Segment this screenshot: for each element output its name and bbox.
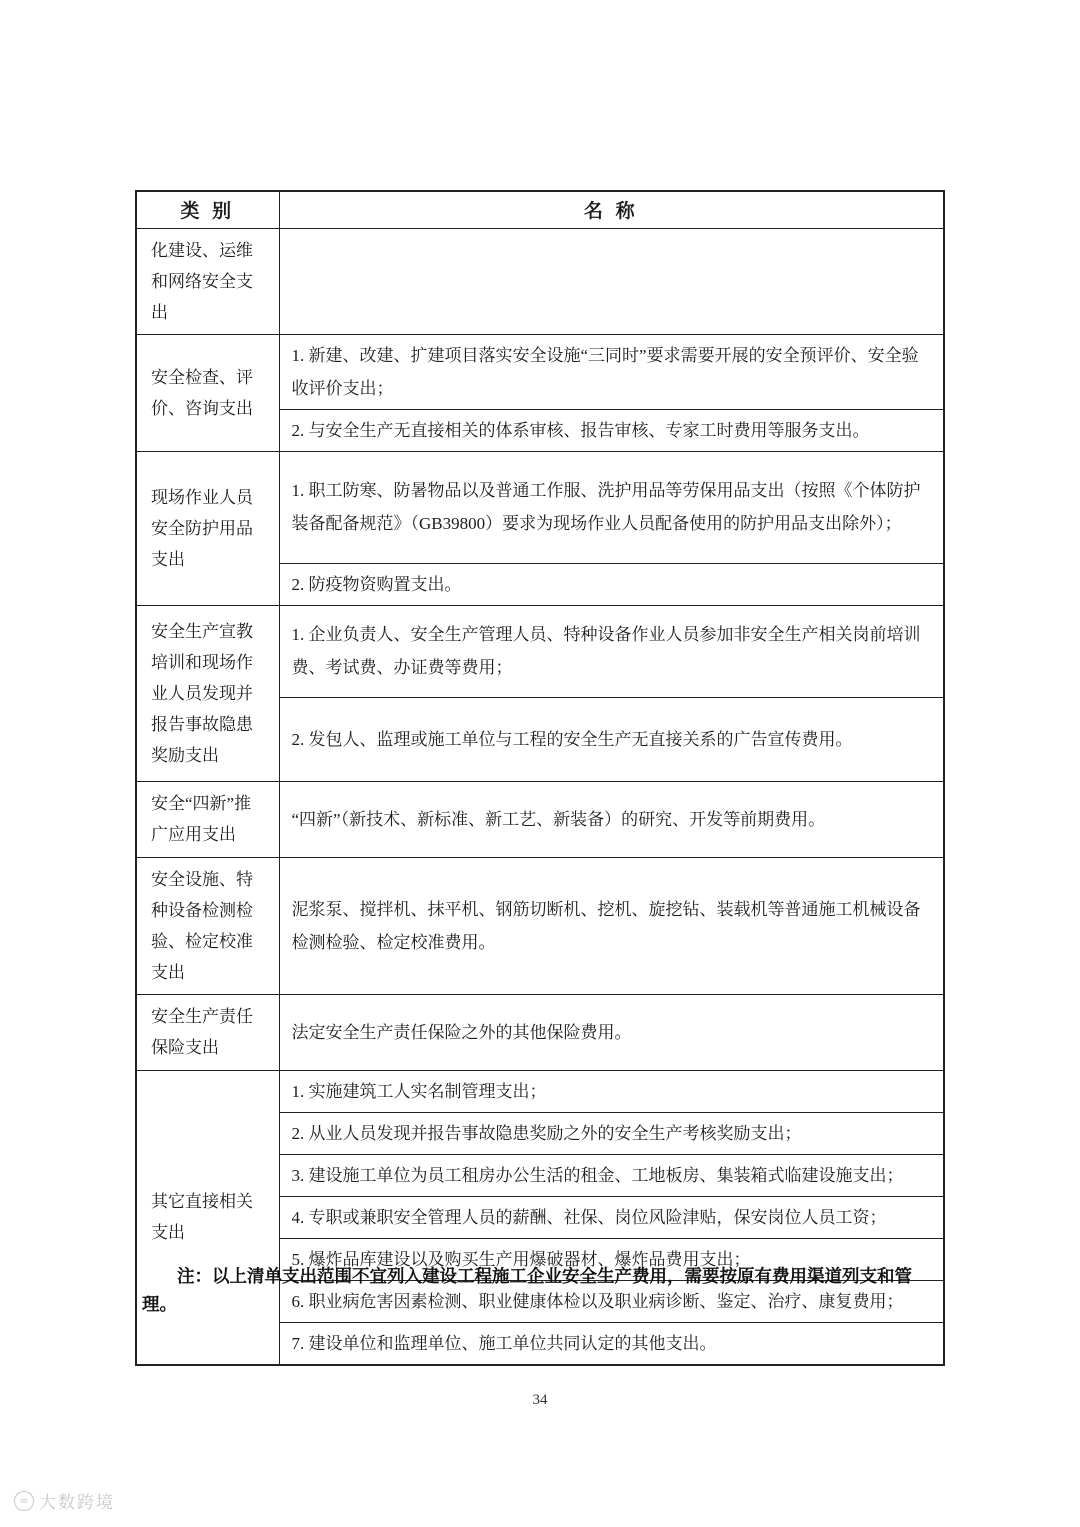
table-row	[136, 1070, 944, 1112]
table-row	[136, 605, 944, 697]
category-cell: 安全检查、评价、咨询支出	[136, 334, 279, 451]
table-row	[136, 781, 944, 857]
category-cell: 现场作业人员安全防护用品支出	[136, 451, 279, 605]
table-row	[136, 228, 944, 334]
category-column-header: 类 别	[136, 191, 279, 228]
item-cell: 2. 发包人、监理或施工单位与工程的安全生产无直接关系的广告宣传费用。	[279, 697, 944, 781]
name-column-header: 名 称	[279, 191, 944, 228]
item-cell: 2. 与安全生产无直接相关的体系审核、报告审核、专家工时费用等服务支出。	[279, 409, 944, 451]
category-cell: 安全生产责任保险支出	[136, 994, 279, 1070]
item-cell: 2. 防疫物资购置支出。	[279, 563, 944, 605]
watermark	[14, 1488, 115, 1513]
item-cell: 1. 企业负责人、安全生产管理人员、特种设备作业人员参加非安全生产相关岗前培训费、考试费、办证费等费用；	[279, 605, 944, 697]
category-cell: 安全“四新”推广应用支出	[136, 781, 279, 857]
item-cell: 1. 新建、改建、扩建项目落实安全设施“三同时”要求需要开展的安全预评价、安全验收评价支出；	[279, 334, 944, 409]
item-cell	[279, 228, 944, 334]
footnote: 注：以上清单支出范围不宜列入建设工程施工企业安全生产费用，需要按原有费用渠道列支和管理。	[142, 1266, 912, 1314]
item-cell: 7. 建设单位和监理单位、施工单位共同认定的其他支出。	[279, 1322, 944, 1365]
category-cell: 其它直接相关支出	[136, 1070, 279, 1365]
item-cell: 泥浆泵、搅拌机、抹平机、钢筋切断机、挖机、旋挖钻、装载机等普通施工机械设备检测检验、检定校准费用。	[279, 857, 944, 994]
item-cell: 法定安全生产责任保险之外的其他保险费用。	[279, 994, 944, 1070]
item-cell: 4. 专职或兼职安全管理人员的薪酬、社保、岗位风险津贴，保安岗位人员工资；	[279, 1196, 944, 1238]
item-cell: 6. 职业病危害因素检测、职业健康体检以及职业病诊断、鉴定、治疗、康复费用；	[279, 1280, 944, 1322]
category-cell: 化建设、运维和网络安全支出	[136, 228, 279, 334]
table-header-row	[136, 191, 944, 228]
table-row	[136, 334, 944, 409]
item-cell: 5. 爆炸品库建设以及购买生产用爆破器材、爆炸品费用支出；	[279, 1238, 944, 1280]
item-cell: “四新”（新技术、新标准、新工艺、新装备）的研究、开发等前期费用。	[279, 781, 944, 857]
expense-table	[135, 190, 945, 1366]
item-cell: 1. 实施建筑工人实名制管理支出；	[279, 1070, 944, 1112]
table-row	[136, 857, 944, 994]
table-row	[136, 451, 944, 563]
expense-table-body	[136, 228, 944, 1365]
item-cell: 3. 建设施工单位为员工租房办公生活的租金、工地板房、集装箱式临建设施支出；	[279, 1154, 944, 1196]
page-number: 34	[532, 1392, 548, 1408]
item-cell: 2. 从业人员发现并报告事故隐患奖励之外的安全生产考核奖励支出；	[279, 1112, 944, 1154]
item-cell: 1. 职工防寒、防暑物品以及普通工作服、洗护用品等劳保用品支出（按照《个体防护装备配备规范》（GB39800）要求为现场作业人员配备使用的防护用品支出除外）；	[279, 451, 944, 563]
category-cell: 安全生产宣教培训和现场作业人员发现并报告事故隐患奖励支出	[136, 605, 279, 781]
table-row	[136, 994, 944, 1070]
watermark-logo-icon: ∞	[14, 1491, 34, 1511]
watermark-text: 大数跨境	[39, 1493, 115, 1512]
category-cell: 安全设施、特种设备检测检验、检定校准支出	[136, 857, 279, 994]
